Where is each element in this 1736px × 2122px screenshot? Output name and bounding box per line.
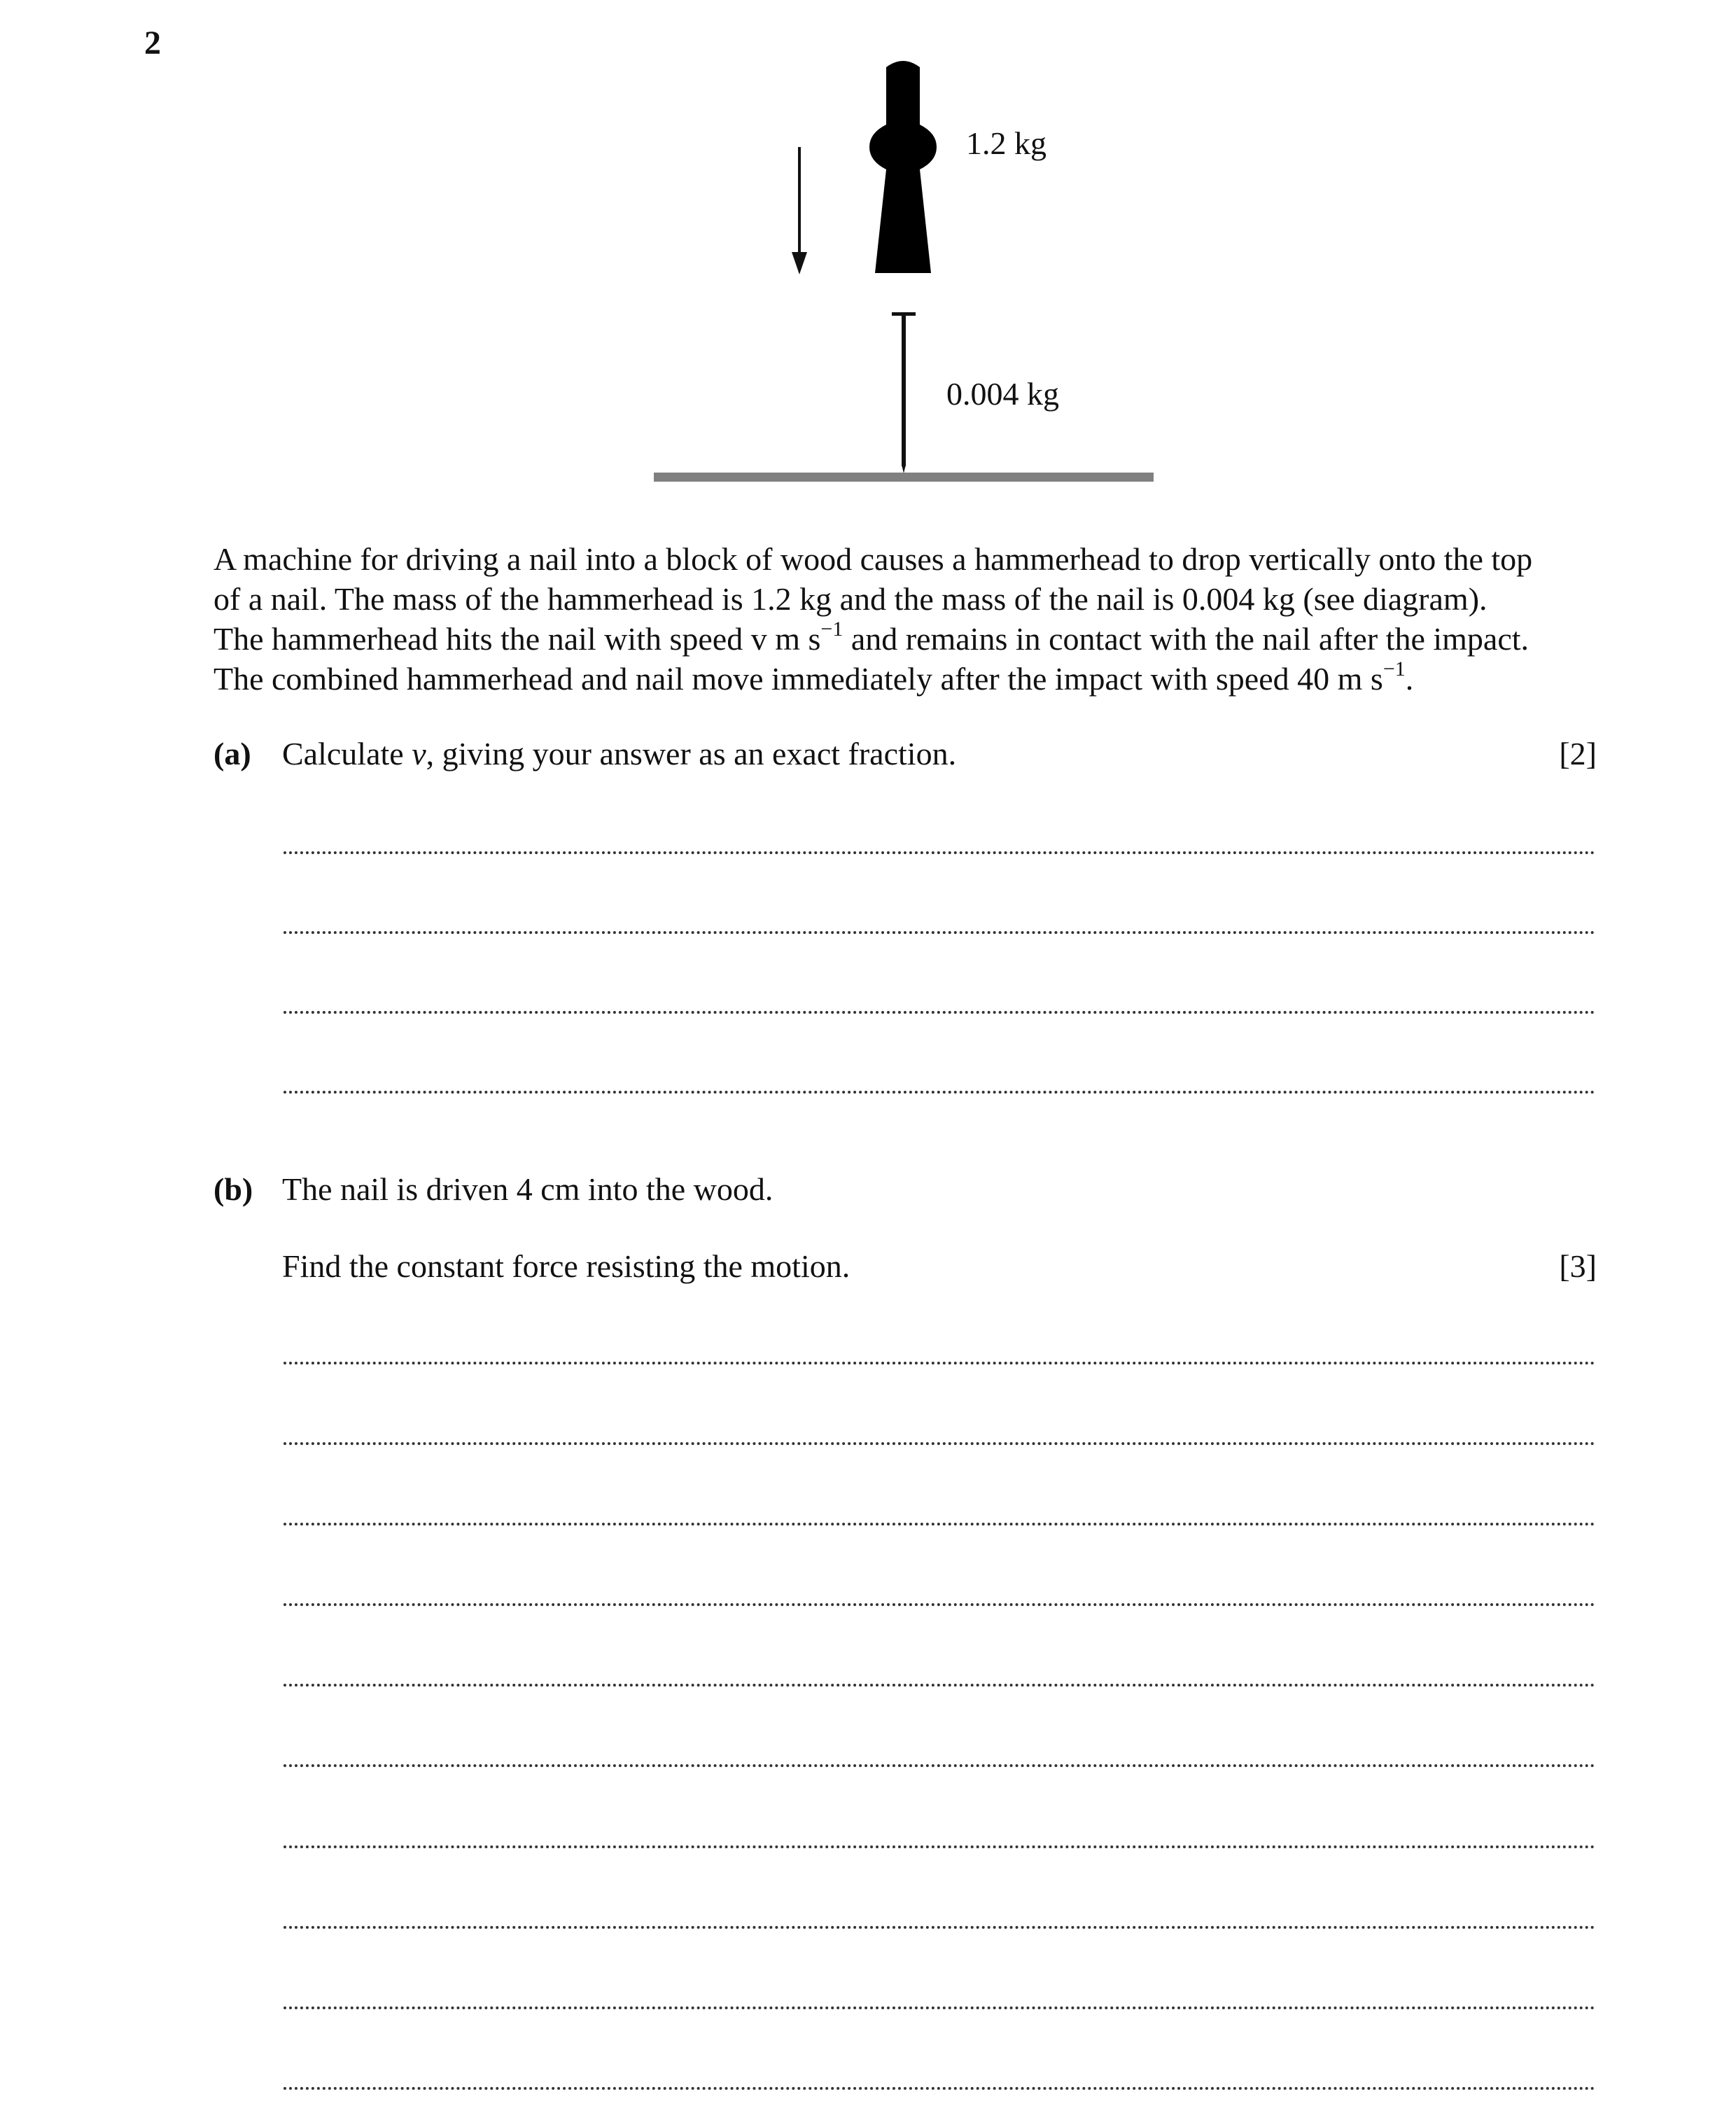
stem-line <box>214 619 1597 659</box>
answer-line[interactable] <box>284 1764 1595 1767</box>
variable-v: v <box>412 736 426 772</box>
answer-line[interactable] <box>284 1442 1595 1445</box>
part-a-marks: [2] <box>1559 736 1597 772</box>
answer-line[interactable] <box>284 2006 1595 2009</box>
nail-shape <box>892 312 916 473</box>
answer-line[interactable] <box>284 1091 1595 1094</box>
superscript: −1 <box>1382 657 1406 680</box>
part-b-marks: [3] <box>1559 1248 1597 1284</box>
stem-line <box>214 659 1597 699</box>
page-number: 2 <box>144 25 161 62</box>
answer-line[interactable] <box>284 931 1595 934</box>
answer-line[interactable] <box>284 1684 1595 1687</box>
part-a-text-before: Calculate <box>282 736 412 772</box>
answer-line[interactable] <box>284 851 1595 854</box>
answer-line[interactable] <box>284 1362 1595 1364</box>
answer-line[interactable] <box>284 1926 1595 1929</box>
hammerhead-shape <box>869 61 937 273</box>
question-stem <box>214 539 1597 699</box>
part-a-letter: (a) <box>214 736 251 772</box>
stem-line-speed: The hammerhead hits the nail with speed v m s <box>214 621 821 657</box>
answer-line[interactable] <box>284 1523 1595 1526</box>
nail-mass-label: 0.004 kg <box>946 376 1059 412</box>
answer-line[interactable] <box>284 2087 1595 2090</box>
part-a-text-after: , giving your answer as an exact fraction. <box>426 736 957 772</box>
answer-line[interactable] <box>284 1845 1595 1848</box>
part-a-text <box>282 734 956 774</box>
hammer-nail-diagram <box>0 0 1736 504</box>
stem-line: A machine for driving a nail into a block of wood causes a hammerhead to drop vertically onto the top <box>214 541 1533 577</box>
stem-line-contact: and remains in contact with the nail after the impact. <box>850 621 1530 657</box>
answer-line[interactable] <box>284 1603 1595 1606</box>
superscript: −1 <box>820 617 844 641</box>
part-b-text: The nail is driven 4 cm into the wood. <box>282 1171 774 1207</box>
part-b-subtext: Find the constant force resisting the motion. <box>282 1248 850 1284</box>
answer-line[interactable] <box>284 1011 1595 1014</box>
stem-line: of a nail. The mass of the hammerhead is 1.2 kg and the mass of the nail is 0.004 kg (see diagram). <box>214 581 1488 617</box>
stem-line-end: . <box>1405 661 1414 697</box>
downward-arrow-icon <box>792 147 807 274</box>
hammer-mass-label: 1.2 kg <box>966 125 1046 161</box>
stem-line-combined: The combined hammerhead and nail move immediately after the impact with speed 40 m s <box>214 661 1383 697</box>
part-b-letter: (b) <box>214 1171 253 1207</box>
wood-surface <box>654 473 1154 482</box>
